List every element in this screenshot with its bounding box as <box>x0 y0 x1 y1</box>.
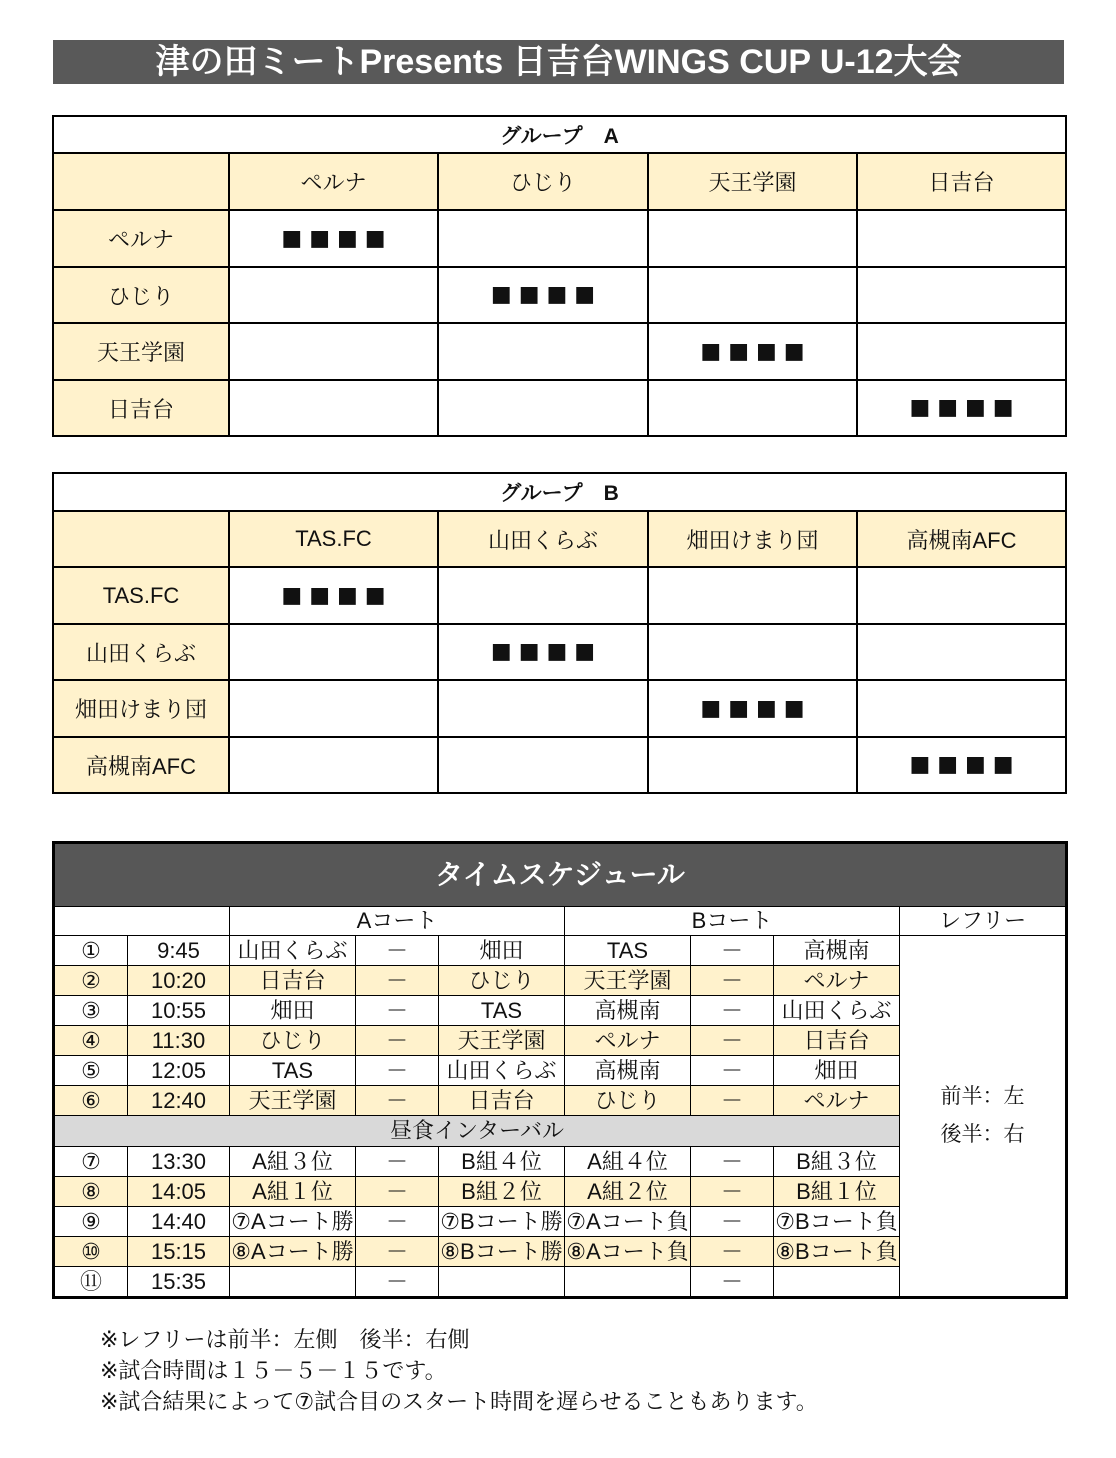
group-b-column-header-row <box>53 511 1066 567</box>
court-b-team-2: 畑田 <box>774 1056 900 1086</box>
self-match-mark: ■■■■ <box>648 680 857 737</box>
group-b-row <box>53 567 1066 624</box>
court-b-separator: － <box>691 1177 774 1207</box>
group-b-table <box>52 472 1067 794</box>
court-b-separator: － <box>691 1056 774 1086</box>
court-a-team-1: 日吉台 <box>230 966 356 996</box>
row-header: TAS.FC <box>53 567 229 624</box>
court-b-separator: － <box>691 1147 774 1177</box>
court-b-team-1: ⑧Aコート負 <box>565 1237 691 1267</box>
court-a-separator: － <box>356 1207 439 1237</box>
result-cell <box>648 210 857 267</box>
court-b-separator: － <box>691 1267 774 1298</box>
referee-rule-first-half: 前半：左 <box>940 1085 1025 1108</box>
group-b-row <box>53 737 1066 793</box>
self-match-mark: ■■■■ <box>857 737 1066 793</box>
row-header: 高槻南AFC <box>53 737 229 793</box>
result-cell <box>438 380 648 436</box>
court-b-team-1: A組４位 <box>565 1147 691 1177</box>
court-a-team-2: 天王学園 <box>439 1026 565 1056</box>
group-b-header-row <box>53 473 1066 511</box>
match-number: ② <box>54 966 128 996</box>
court-b-team-2: ⑦Bコート負 <box>774 1207 900 1237</box>
referee-rule-second-half: 後半：右 <box>940 1123 1025 1146</box>
row-header: 日吉台 <box>53 380 229 436</box>
self-match-mark: ■■■■ <box>229 210 438 267</box>
court-b-team-1: ペルナ <box>565 1026 691 1056</box>
match-time: 12:05 <box>128 1056 230 1086</box>
match-time: 10:55 <box>128 996 230 1026</box>
row-header: 山田くらぶ <box>53 624 229 680</box>
lunch-interval-label: 昼食インターバル <box>54 1116 900 1147</box>
result-cell <box>648 737 857 793</box>
schedule-title-row <box>54 843 1067 907</box>
corner-cell <box>54 907 230 936</box>
court-a-team-2: 畑田 <box>439 936 565 966</box>
court-b-team-1: ひじり <box>565 1086 691 1116</box>
court-a-team-1 <box>230 1267 356 1298</box>
self-match-mark: ■■■■ <box>438 267 648 323</box>
court-a-separator: － <box>356 1086 439 1116</box>
match-number: ⑧ <box>54 1177 128 1207</box>
self-match-mark: ■■■■ <box>229 567 438 624</box>
corner-cell <box>53 153 229 210</box>
result-cell <box>438 737 648 793</box>
group-a-header-row <box>53 116 1066 153</box>
column-header: TAS.FC <box>229 511 438 567</box>
court-b-header: Bコート <box>565 907 900 936</box>
court-b-team-2: ⑧Bコート負 <box>774 1237 900 1267</box>
court-a-team-1: ⑧Aコート勝 <box>230 1237 356 1267</box>
group-a-header: グループ A <box>53 116 1066 153</box>
court-b-team-2: B組３位 <box>774 1147 900 1177</box>
court-b-team-1: 高槻南 <box>565 996 691 1026</box>
result-cell <box>648 567 857 624</box>
row-header: ひじり <box>53 267 229 323</box>
court-a-separator: － <box>356 1056 439 1086</box>
court-b-separator: － <box>691 966 774 996</box>
court-a-team-1: TAS <box>230 1056 356 1086</box>
row-header: 畑田けまり団 <box>53 680 229 737</box>
match-time: 15:35 <box>128 1267 230 1298</box>
match-number: ① <box>54 936 128 966</box>
match-number: ⑨ <box>54 1207 128 1237</box>
result-cell <box>229 267 438 323</box>
court-a-team-2: 山田くらぶ <box>439 1056 565 1086</box>
court-b-separator: － <box>691 1086 774 1116</box>
footnote-referee: ※レフリーは前半：左側 後半：右側 <box>100 1327 470 1352</box>
time-schedule-table <box>52 841 1068 1299</box>
match-number: ⑥ <box>54 1086 128 1116</box>
result-cell <box>438 680 648 737</box>
result-cell <box>229 680 438 737</box>
court-a-team-1: A組３位 <box>230 1147 356 1177</box>
court-a-team-1: 山田くらぶ <box>230 936 356 966</box>
group-b-header: グループ B <box>53 473 1066 511</box>
schedule-row <box>54 936 1067 966</box>
court-b-team-1: 高槻南 <box>565 1056 691 1086</box>
result-cell <box>438 210 648 267</box>
court-a-team-1: ⑦Aコート勝 <box>230 1207 356 1237</box>
self-match-mark: ■■■■ <box>857 380 1066 436</box>
court-b-team-2: 山田くらぶ <box>774 996 900 1026</box>
referee-header: レフリー <box>900 907 1067 936</box>
result-cell <box>229 624 438 680</box>
court-b-team-1: TAS <box>565 936 691 966</box>
match-number: ④ <box>54 1026 128 1056</box>
group-b-row <box>53 624 1066 680</box>
court-b-team-1 <box>565 1267 691 1298</box>
column-header: 山田くらぶ <box>438 511 648 567</box>
court-b-team-1: 天王学園 <box>565 966 691 996</box>
match-time: 12:40 <box>128 1086 230 1116</box>
footnote-start-delay: ※試合結果によって⑦試合目のスタート時間を遅らせることもあります。 <box>100 1389 818 1414</box>
court-b-team-1: ⑦Aコート負 <box>565 1207 691 1237</box>
self-match-mark: ■■■■ <box>438 624 648 680</box>
court-a-team-2: TAS <box>439 996 565 1026</box>
result-cell <box>857 624 1066 680</box>
match-number: ⑩ <box>54 1237 128 1267</box>
match-number: ⑦ <box>54 1147 128 1177</box>
result-cell <box>648 380 857 436</box>
court-a-team-2: ⑦Bコート勝 <box>439 1207 565 1237</box>
match-time: 14:40 <box>128 1207 230 1237</box>
column-header: ひじり <box>438 153 648 210</box>
tournament-title: 津の田ミートPresents 日吉台WINGS CUP U-12大会 <box>155 43 962 81</box>
result-cell <box>857 210 1066 267</box>
tournament-title-bar <box>53 40 1064 84</box>
result-cell <box>229 380 438 436</box>
corner-cell <box>53 511 229 567</box>
column-header: ペルナ <box>229 153 438 210</box>
match-time: 10:20 <box>128 966 230 996</box>
self-match-mark: ■■■■ <box>648 323 857 380</box>
court-a-separator: － <box>356 1026 439 1056</box>
court-b-team-2: B組１位 <box>774 1177 900 1207</box>
group-b-row <box>53 680 1066 737</box>
result-cell <box>229 737 438 793</box>
result-cell <box>229 323 438 380</box>
result-cell <box>648 624 857 680</box>
court-a-header: Aコート <box>230 907 565 936</box>
column-header: 畑田けまり団 <box>648 511 857 567</box>
match-time: 13:30 <box>128 1147 230 1177</box>
result-cell <box>438 323 648 380</box>
court-a-separator: － <box>356 936 439 966</box>
court-b-team-1: A組２位 <box>565 1177 691 1207</box>
court-a-team-2: ひじり <box>439 966 565 996</box>
court-a-team-1: 天王学園 <box>230 1086 356 1116</box>
group-a-row <box>53 210 1066 267</box>
court-b-team-2: 日吉台 <box>774 1026 900 1056</box>
court-a-team-1: A組１位 <box>230 1177 356 1207</box>
match-number: ③ <box>54 996 128 1026</box>
group-a-row <box>53 323 1066 380</box>
court-a-team-1: ひじり <box>230 1026 356 1056</box>
court-a-team-2: B組４位 <box>439 1147 565 1177</box>
schedule-title: タイムスケジュール <box>54 843 1067 907</box>
group-a-table <box>52 115 1067 437</box>
result-cell <box>857 267 1066 323</box>
result-cell <box>438 567 648 624</box>
court-b-team-2: 高槻南 <box>774 936 900 966</box>
match-time: 14:05 <box>128 1177 230 1207</box>
result-cell <box>857 323 1066 380</box>
match-time: 11:30 <box>128 1026 230 1056</box>
group-a-row <box>53 380 1066 436</box>
result-cell <box>857 567 1066 624</box>
court-a-team-2: B組２位 <box>439 1177 565 1207</box>
court-b-separator: － <box>691 1237 774 1267</box>
match-time: 15:15 <box>128 1237 230 1267</box>
result-cell <box>857 680 1066 737</box>
court-a-separator: － <box>356 1267 439 1298</box>
court-a-separator: － <box>356 1177 439 1207</box>
court-b-team-2 <box>774 1267 900 1298</box>
column-header: 日吉台 <box>857 153 1066 210</box>
column-header: 天王学園 <box>648 153 857 210</box>
footnotes <box>100 1324 1080 1417</box>
court-a-team-2: 日吉台 <box>439 1086 565 1116</box>
court-a-separator: － <box>356 1147 439 1177</box>
match-number: ⑪ <box>54 1267 128 1298</box>
court-b-separator: － <box>691 996 774 1026</box>
court-a-separator: － <box>356 996 439 1026</box>
referee-rule-cell <box>900 936 1067 1298</box>
row-header: 天王学園 <box>53 323 229 380</box>
footnote-match-time: ※試合時間は１５－５－１５です。 <box>100 1358 447 1383</box>
court-b-separator: － <box>691 1026 774 1056</box>
court-a-team-2 <box>439 1267 565 1298</box>
match-number: ⑤ <box>54 1056 128 1086</box>
result-cell <box>648 267 857 323</box>
court-a-separator: － <box>356 966 439 996</box>
group-a-column-header-row <box>53 153 1066 210</box>
court-b-team-2: ペルナ <box>774 1086 900 1116</box>
court-a-separator: － <box>356 1237 439 1267</box>
court-b-separator: － <box>691 936 774 966</box>
row-header: ペルナ <box>53 210 229 267</box>
match-time: 9:45 <box>128 936 230 966</box>
schedule-header-row <box>54 907 1067 936</box>
court-b-separator: － <box>691 1207 774 1237</box>
court-b-team-2: ペルナ <box>774 966 900 996</box>
court-a-team-1: 畑田 <box>230 996 356 1026</box>
court-a-team-2: ⑧Bコート勝 <box>439 1237 565 1267</box>
column-header: 高槻南AFC <box>857 511 1066 567</box>
group-a-row <box>53 267 1066 323</box>
